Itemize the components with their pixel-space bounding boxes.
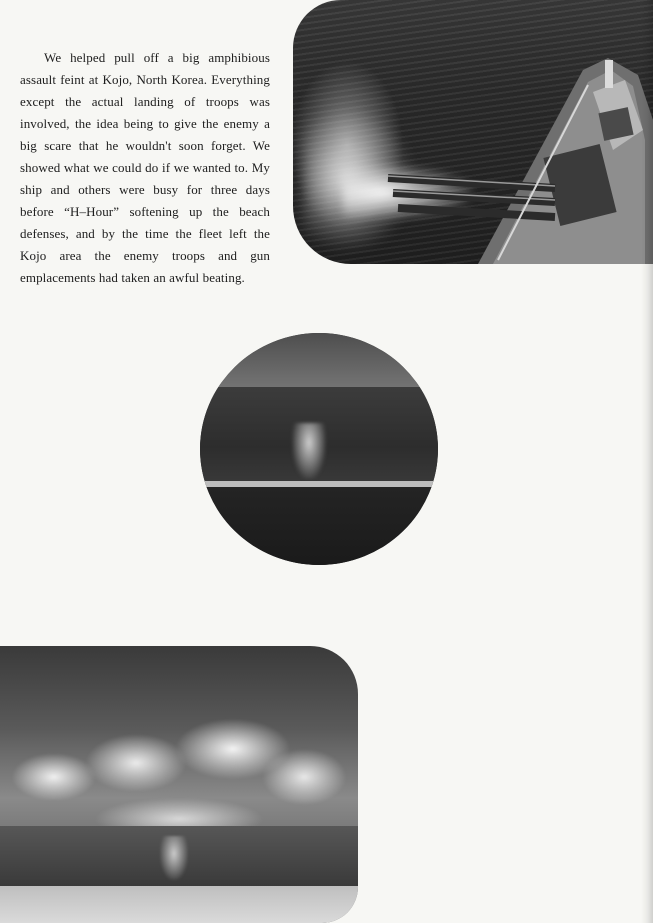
- coastal-clouds-photo: [0, 646, 358, 923]
- sea-surface: [0, 886, 358, 923]
- battleship-firing-photo: [293, 0, 653, 264]
- page-edge-shadow: [641, 0, 653, 923]
- water: [200, 487, 438, 565]
- cumulus-clouds: [0, 700, 358, 840]
- intro-paragraph: We helped pull off a big amphibious assault feint at Kojo, North Korea. Everything except the actual landing of troops was involved, the idea being to give the enemy a big scare that he wouldn't soon forget. We showed what we could do if we wanted to. My ship and others were busy for three days before “H–Hour” softening up the beach defenses, and by the time the fleet left the Kojo area the enemy troops and gun emplacements had taken an awful beating.: [20, 50, 270, 285]
- battleship-deck-graphic: [293, 0, 653, 264]
- bombardment-smoke: [160, 836, 188, 880]
- explosion-smoke: [292, 423, 326, 479]
- shore-bombardment-circular-photo: [200, 333, 438, 565]
